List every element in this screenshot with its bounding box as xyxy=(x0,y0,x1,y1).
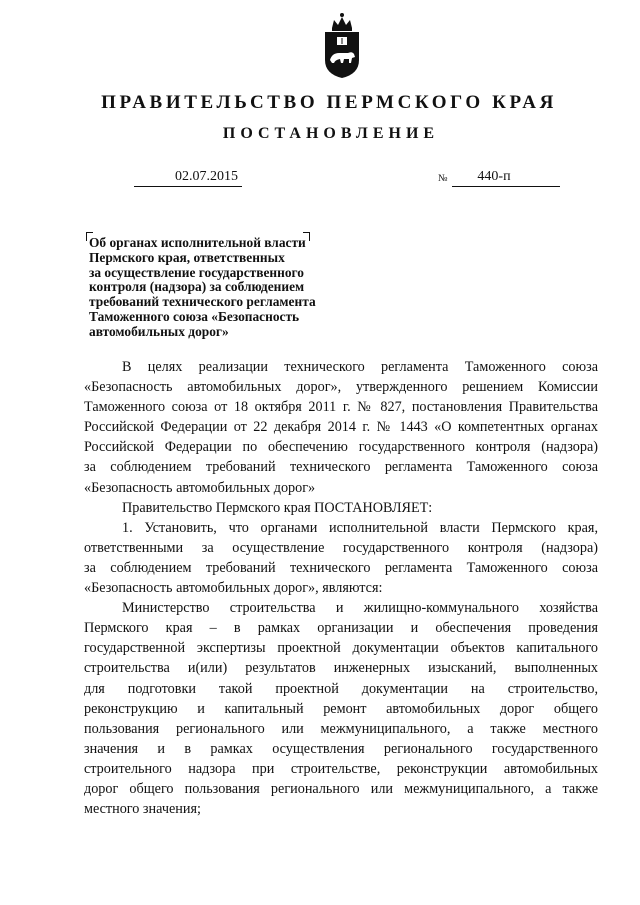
body-line: ответственными за осуществление государственного контроля (надзора) xyxy=(84,539,598,556)
body-line: местного значения; xyxy=(84,801,201,818)
document-number: 440-п xyxy=(452,168,560,187)
item-1-paragraph xyxy=(84,518,598,598)
body-line: «Безопасность автомобильных дорог» xyxy=(84,479,316,496)
ministry-paragraph xyxy=(84,598,598,819)
body-line: строительства и(или) результатов инженерных изысканий, выполненных xyxy=(84,660,598,677)
body-line: значения и в рамках осуществления регионального государственного xyxy=(84,740,598,757)
preamble-paragraph xyxy=(84,357,598,498)
subject-line: автомобильных дорог» xyxy=(89,323,229,339)
body-line: для подготовки такой проектной документации на строительство, xyxy=(84,680,598,697)
document-type: ПОСТАНОВЛЕНИЕ xyxy=(222,125,440,142)
body-line: «Безопасность автомобильных дорог», утвержденного решением Комиссии xyxy=(84,379,598,396)
body-line: пользования регионального или межмуниципального, а также местного xyxy=(84,720,598,737)
body-line: строительного надзора при строительстве, реконструкции автомобильных xyxy=(84,760,598,777)
body-line: Правительство Пермского края ПОСТАНОВЛЯЕТ: xyxy=(122,499,433,516)
body-line: Министерство строительства и жилищно-коммунального хозяйства xyxy=(122,600,598,617)
body-line: Таможенного союза от 18 октября 2011 г. № 827, постановления Правительства xyxy=(84,399,598,416)
document-date: 02.07.2015 xyxy=(134,168,242,187)
body-line: В целях реализации технического регламента Таможенного союза xyxy=(122,359,598,375)
body-line: Российской Федерации по обеспечению государственного контроля (надзора) xyxy=(84,439,598,456)
resolution-paragraph xyxy=(84,498,598,518)
body-line: 1. Установить, что органами исполнительной власти Пермского края, xyxy=(122,519,598,536)
subject-line: Об органах исполнительной власти xyxy=(89,235,306,250)
subject-line: требований технического регламента xyxy=(89,294,316,310)
government-title: ПРАВИТЕЛЬСТВО ПЕРМСКОГО КРАЯ xyxy=(101,92,557,113)
body-line: Пермского края – в рамках организации и обеспечения проведения xyxy=(84,620,598,637)
body-line: «Безопасность автомобильных дорог», являются: xyxy=(84,580,383,597)
subject-line: контроля (надзора) за соблюдением xyxy=(89,279,305,295)
body-line: государственной экспертизы проектной документации объектов капитального xyxy=(84,640,598,657)
body-line: за соблюдением требований технического регламента Таможенного союза xyxy=(84,559,598,576)
document-subject xyxy=(89,236,359,340)
coat-of-arms-icon xyxy=(318,8,366,80)
subject-line: Таможенного союза «Безопасность xyxy=(89,308,300,324)
subject-line: за осуществление государственного xyxy=(89,264,304,280)
subject-line: Пермского края, ответственных xyxy=(89,249,285,265)
body-line: дорог общего пользования регионального или межмуниципального, а также xyxy=(84,780,598,797)
body-line: Российской Федерации от 22 декабря 2014 г. № 1443 «О компетентных органах xyxy=(84,419,598,436)
body-line: за соблюдением требований технического регламента Таможенного союза xyxy=(84,459,598,476)
number-sign: № xyxy=(438,173,448,184)
document-body xyxy=(84,357,598,819)
body-line: реконструкцию и капитальный ремонт автомобильных дорог общего xyxy=(84,700,598,717)
